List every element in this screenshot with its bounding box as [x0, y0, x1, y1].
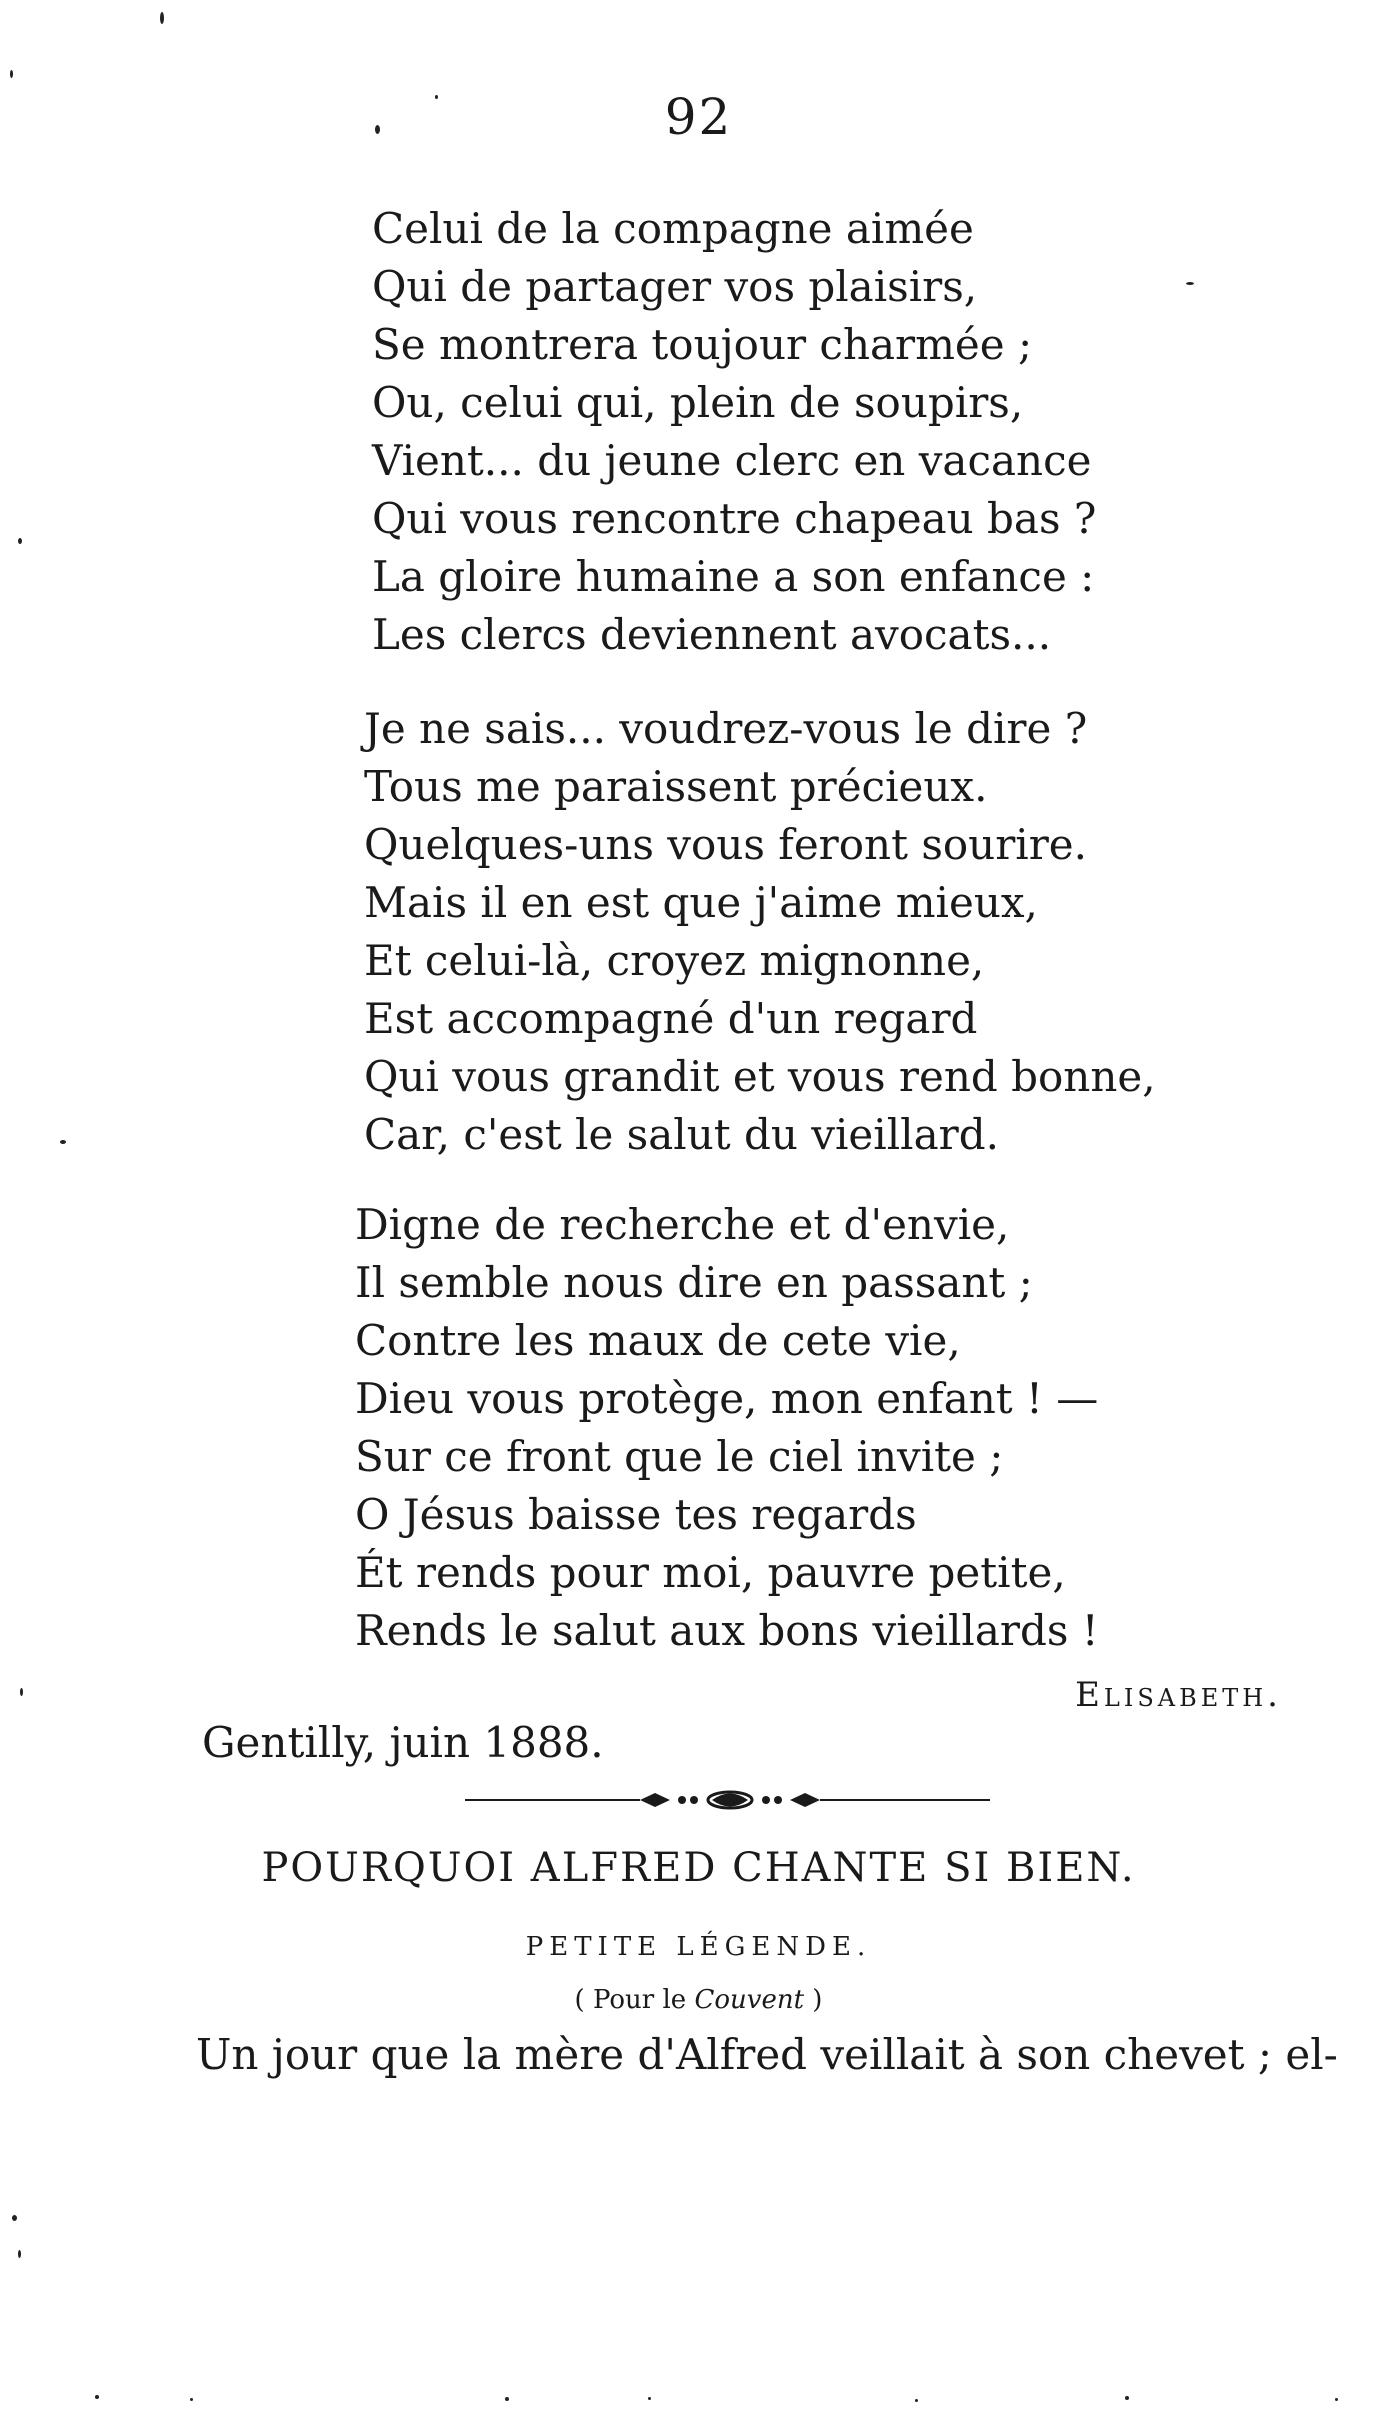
place-date: Gentilly, juin 1888.	[202, 1718, 604, 1767]
scan-speck	[95, 2395, 99, 2399]
poem-line: Rends le salut aux bons vieillards !	[355, 1606, 1099, 1655]
poem-line: Qui vous rencontre chapeau bas ?	[372, 494, 1097, 543]
body-text-line: Un jour que la mère d'Alfred veillait à son chevet ; el-	[196, 2030, 1338, 2079]
scan-speck	[18, 2250, 21, 2258]
poem-line: Ou, celui qui, plein de soupirs,	[372, 378, 1024, 427]
note-close: )	[804, 1985, 823, 2015]
poem-line: O Jésus baisse tes regards	[355, 1490, 917, 1539]
scan-speck	[648, 2397, 651, 2400]
poem-line: La gloire humaine a son enfance :	[372, 552, 1095, 601]
note-open: ( Pour le	[574, 1985, 695, 2015]
poem-line: Quelques-uns vous feront sourire.	[364, 820, 1088, 869]
scan-speck	[18, 538, 22, 544]
poem-line: Qui vous grandit et vous rend bonne,	[364, 1052, 1156, 1101]
poem-line: Vient... du jeune clerc en vacance	[372, 436, 1092, 485]
scan-speck	[435, 95, 438, 99]
ornamental-divider	[0, 1785, 1397, 1815]
poem-line: Se montrera toujour charmée ;	[372, 320, 1033, 369]
poem-line: Est accompagné d'un regard	[364, 994, 978, 1043]
scan-speck	[190, 2398, 193, 2401]
poem-line: Il semble nous dire en passant ;	[355, 1258, 1033, 1307]
poem-line: Je ne sais... voudrez-vous le dire ?	[364, 704, 1088, 753]
scan-speck	[160, 12, 164, 24]
scan-speck	[60, 1140, 66, 1144]
poem-line: Les clercs deviennent avocats...	[372, 610, 1052, 659]
scan-speck	[12, 2215, 17, 2221]
poem-line: Et celui-là, croyez mignonne,	[364, 936, 985, 985]
scan-speck	[915, 2399, 918, 2402]
scan-speck	[505, 2397, 509, 2401]
poem-line: Mais il en est que j'aime mieux,	[364, 878, 1038, 927]
scan-speck	[375, 125, 380, 134]
section-title: POURQUOI ALFRED CHANTE SI BIEN.	[261, 1845, 1136, 1891]
poem-line: Digne de recherche et d'envie,	[355, 1200, 1010, 1249]
scan-speck	[20, 1688, 23, 1696]
poem-line: Celui de la compagne aimée	[372, 204, 974, 253]
poem-line: Sur ce front que le ciel invite ;	[355, 1432, 1004, 1481]
poem-stanza-1	[372, 200, 1096, 664]
poem-line: Dieu vous protège, mon enfant ! —	[355, 1374, 1099, 1423]
note-italic: Couvent	[694, 1985, 805, 2015]
scan-speck	[10, 70, 13, 78]
poem-line: Qui de partager vos plaisirs,	[372, 262, 978, 311]
section-subtitle: PETITE LÉGENDE.	[525, 1932, 872, 1962]
page-number: 92	[664, 88, 733, 146]
scan-speck	[1125, 2396, 1129, 2400]
poem-line: Contre les maux de cete vie,	[355, 1316, 961, 1365]
scan-speck	[1186, 282, 1194, 285]
poem-stanza-3	[355, 1196, 1099, 1660]
poem-line: Ét rends pour moi, pauvre petite,	[355, 1548, 1066, 1597]
poem-line: Car, c'est le salut du vieillard.	[364, 1110, 999, 1159]
scan-speck	[1335, 2398, 1338, 2401]
dedication-note	[0, 1985, 1397, 2015]
author-signature: Elisabeth.	[1075, 1675, 1282, 1715]
poem-line: Tous me paraissent précieux.	[364, 762, 988, 811]
poem-stanza-2	[364, 700, 1156, 1164]
